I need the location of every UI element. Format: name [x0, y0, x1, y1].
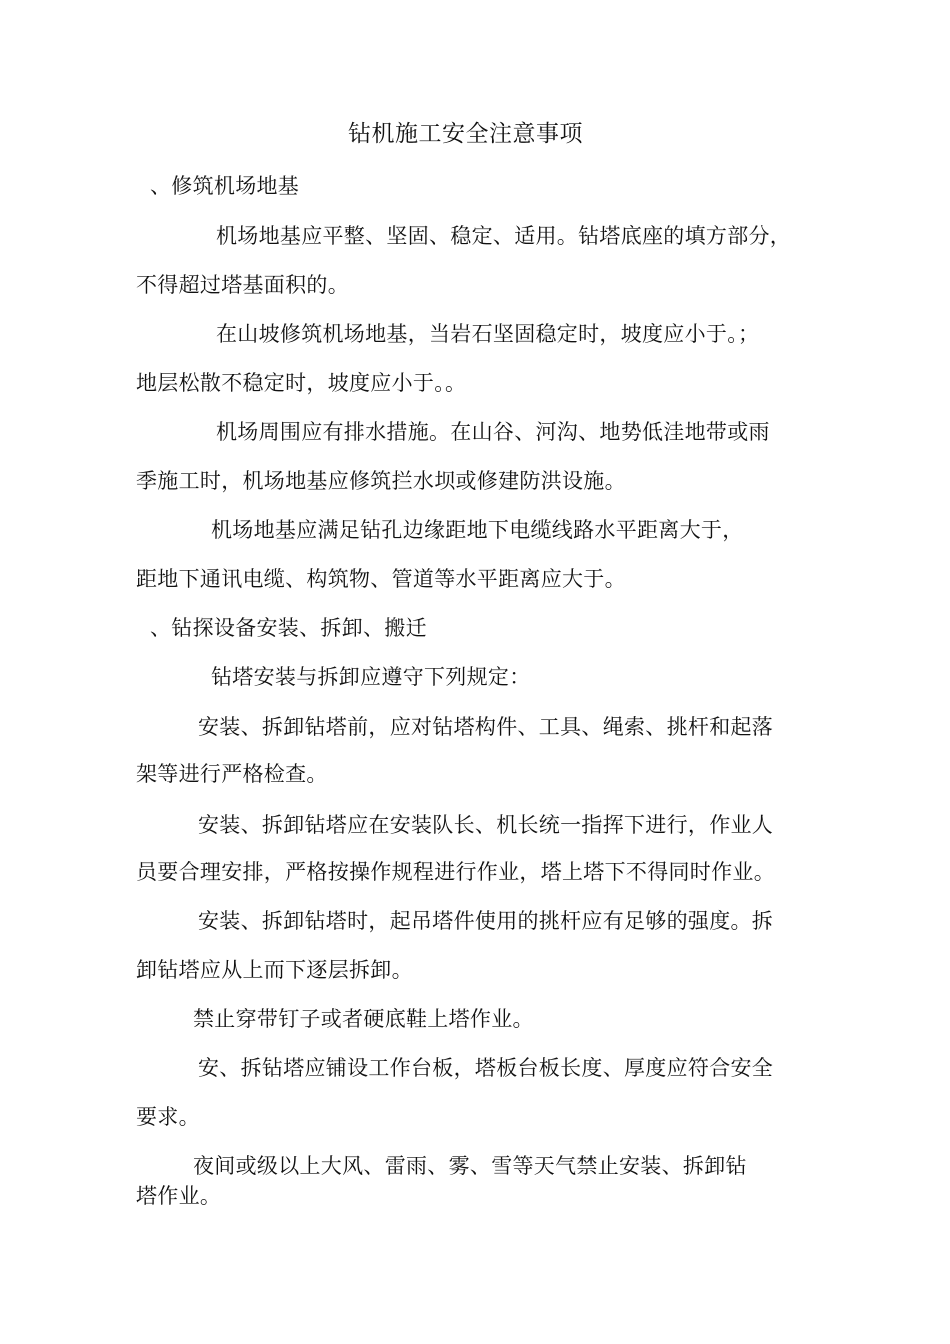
paragraph-line: 安装、拆卸钻塔应在安装队长、机长统一指挥下进行，作业人	[198, 813, 774, 837]
paragraph-line: 架等进行严格检查。	[136, 762, 328, 786]
paragraph-line: 卸钻塔应从上而下逐层拆卸。	[136, 958, 413, 982]
paragraph-line: 距地下通讯电缆、构筑物、管道等水平距离应大于。	[136, 567, 626, 591]
paragraph-line: 钻塔安装与拆卸应遵守下列规定：	[211, 665, 531, 689]
paragraph-line: 季施工时，机场地基应修筑拦水坝或修建防洪设施。	[136, 469, 626, 493]
document-title: 钻机施工安全注意事项	[348, 121, 583, 147]
paragraph-line: 安装、拆卸钻塔前，应对钻塔构件、工具、绳索、挑杆和起落	[198, 715, 774, 739]
paragraph-line: 禁止穿带钉子或者硬底鞋上塔作业。	[193, 1007, 534, 1031]
section-heading-2: 、钻探设备安装、拆卸、搬迁	[150, 616, 427, 640]
paragraph-line: 夜间或级以上大风、雷雨、雾、雪等天气禁止安装、拆卸钻	[193, 1154, 747, 1178]
paragraph-line: 机场地基应平整、坚固、稳定、适用。钻塔底座的填方部分，	[216, 224, 792, 248]
paragraph-line: 员要合理安排，严格按操作规程进行作业，塔上塔下不得同时作业。	[136, 860, 775, 884]
paragraph-line: 要求。	[136, 1105, 200, 1129]
paragraph-line: 安、拆钻塔应铺设工作台板，塔板台板长度、厚度应符合安全	[198, 1056, 774, 1080]
paragraph-line: 不得超过塔基面积的。	[136, 273, 349, 297]
paragraph-line: 塔作业。	[136, 1184, 222, 1208]
paragraph-line: 安装、拆卸钻塔时，起吊塔件使用的挑杆应有足够的强度。拆	[198, 909, 774, 933]
paragraph-line: 机场地基应满足钻孔边缘距地下电缆线路水平距离大于，	[211, 518, 744, 542]
paragraph-line: 机场周围应有排水措施。在山谷、河沟、地势低洼地带或雨	[216, 420, 770, 444]
paragraph-line: 地层松散不稳定时，坡度应小于。。	[136, 371, 467, 395]
section-heading-1: 、修筑机场地基	[150, 174, 300, 198]
paragraph-line: 在山坡修筑机场地基，当岩石坚固稳定时，坡度应小于。；	[216, 322, 760, 346]
